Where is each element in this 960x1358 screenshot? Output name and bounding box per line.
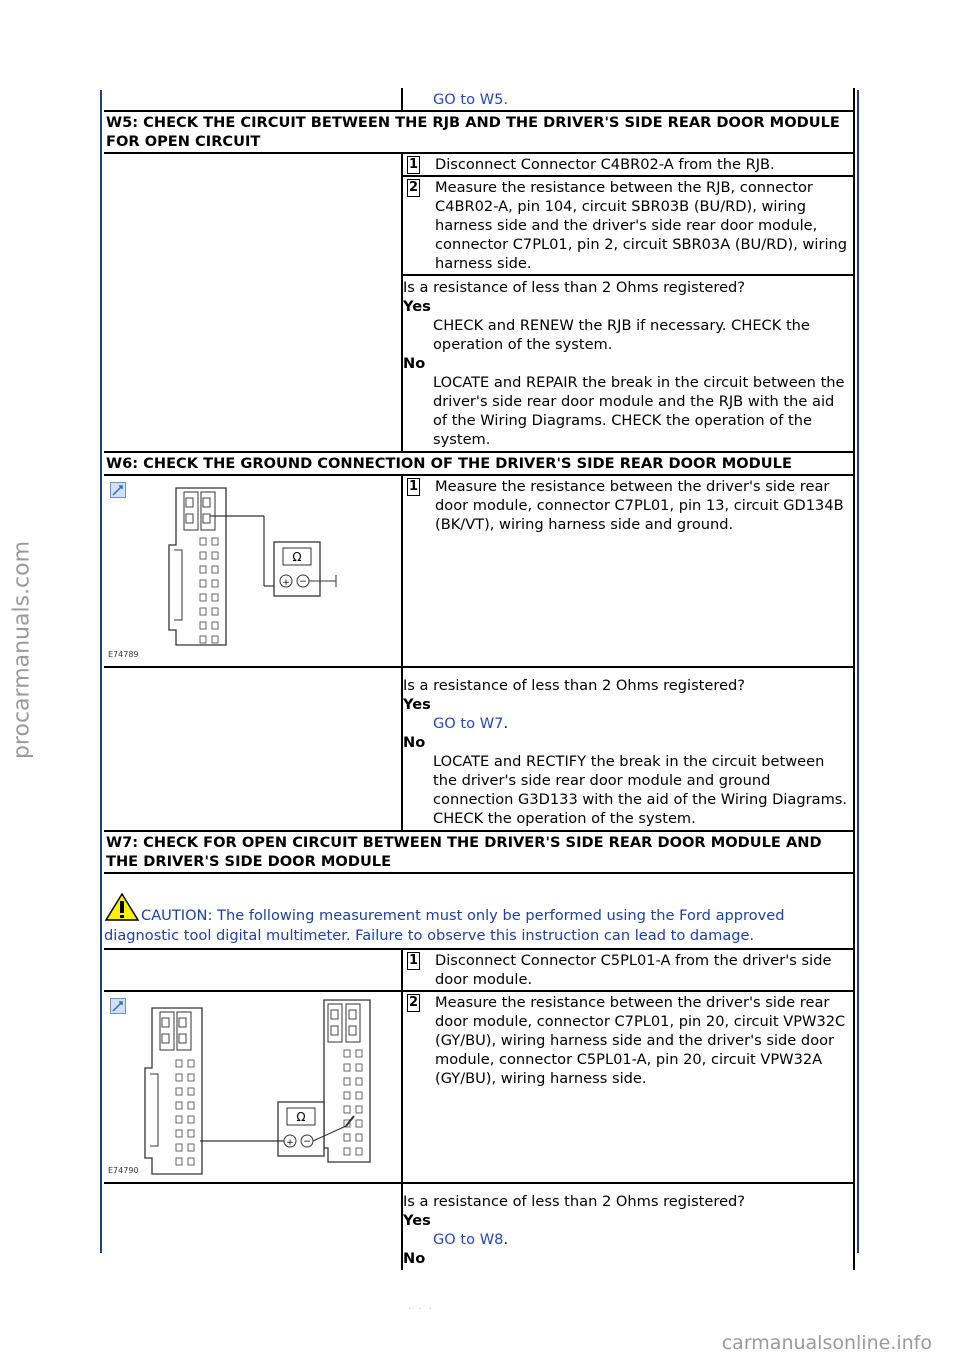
w7-step2-text: Measure the resistance between the driver's side rear door module, connector C7PL01, pin 20, circuit VPW32C (GY/BU), wiring harness side and the driver's side door module, connector C5PL01-A, pin 20, circuit VPW32A (GY/BU), wiring harness side. bbox=[435, 994, 846, 1087]
figure-label: E74790 bbox=[108, 1166, 139, 1175]
w6-no-label: No bbox=[403, 734, 426, 751]
w5-step1-text: Disconnect Connector C4BR02-A from the RJB. bbox=[435, 156, 775, 173]
w7-step1-cell bbox=[402, 949, 854, 991]
step-number: 2 bbox=[408, 180, 419, 195]
expand-icon[interactable] bbox=[110, 482, 126, 498]
w6-question-cell bbox=[402, 667, 854, 831]
diagnostic-table bbox=[104, 88, 855, 1270]
w6-step1-cell bbox=[402, 475, 854, 667]
w5-no-label: No bbox=[403, 355, 426, 372]
w7-step1-left bbox=[104, 949, 402, 991]
w7-question: Is a resistance of less than 2 Ohms registered? bbox=[403, 1193, 746, 1210]
ohm-meter-icon: Ω bbox=[296, 1110, 306, 1124]
w6-figure-cell bbox=[104, 475, 402, 667]
w6-title: W6: CHECK THE GROUND CONNECTION OF THE DRIVER'S SIDE REAR DOOR MODULE bbox=[104, 452, 854, 475]
goto-w7-link[interactable]: GO to W7 bbox=[433, 715, 504, 732]
w5-no-text: LOCATE and REPAIR the break in the circuit between the driver's side rear door module and the RJB with the aid of the Wiring Diagrams. CHECK the operation of the system. bbox=[433, 374, 845, 448]
w7-title: W7: CHECK FOR OPEN CIRCUIT BETWEEN THE DRIVER'S SIDE REAR DOOR MODULE AND THE DRIVER'S SIDE DOOR MODULE bbox=[104, 831, 854, 873]
connector-ground-diagram bbox=[164, 480, 424, 660]
w6-yes-suffix: . bbox=[503, 715, 509, 732]
step-number: 1 bbox=[408, 953, 419, 968]
w5-question: Is a resistance of less than 2 Ohms registered? bbox=[403, 279, 746, 296]
w6-step1-text: Measure the resistance between the driver's side rear door module, connector C7PL01, pin 13, circuit GD134B (BK/VT), wiring harness side and ground. bbox=[435, 478, 844, 533]
w5-image-cell bbox=[104, 153, 402, 452]
goto-w8-link[interactable]: GO to W8 bbox=[433, 1231, 504, 1248]
left-margin-rule bbox=[100, 90, 102, 1253]
side-watermark: procarmanuals.com bbox=[9, 540, 35, 760]
w5-step2-text: Measure the resistance between the RJB, connector C4BR02-A, pin 104, circuit SBR03B (BU/RD), wiring harness side and the driver's side rear door module, connector C7PL01, pin 2, circuit SBR03A (BU/RD), wiring harness side. bbox=[435, 179, 848, 272]
svg-text:+: + bbox=[282, 578, 290, 588]
bottom-watermark: carmanualsonline.info bbox=[721, 1332, 932, 1354]
w6-yes-label: Yes bbox=[403, 696, 431, 713]
w6-no-text: LOCATE and RECTIFY the break in the circuit between the driver's side rear door module and ground connection G3D133 with the aid of the Wiring Diagrams. CHECK the operation of the system. bbox=[433, 753, 848, 827]
step-number: 2 bbox=[408, 995, 419, 1010]
expand-icon[interactable] bbox=[110, 998, 126, 1014]
figure-label: E74789 bbox=[108, 650, 139, 659]
w7-no-label: No bbox=[403, 1250, 426, 1267]
connector-continuity-diagram bbox=[140, 998, 420, 1178]
w7-caution bbox=[104, 873, 854, 949]
w5-step2-cell bbox=[402, 176, 854, 275]
w6-empty-cell bbox=[104, 667, 402, 831]
warning-icon bbox=[104, 892, 140, 922]
right-margin-rule bbox=[857, 90, 859, 1253]
w7-empty-cell bbox=[104, 1183, 402, 1270]
ohm-meter-icon: Ω bbox=[292, 550, 302, 564]
w6-question: Is a resistance of less than 2 Ohms registered? bbox=[403, 677, 746, 694]
w7-caution-text: CAUTION: The following measurement must only be performed using the Ford approved diagnostic tool digital multimeter. Failure to observe this instruction can lead to damage. bbox=[104, 907, 785, 944]
step-number: 1 bbox=[408, 479, 419, 494]
w5-yes-text: CHECK and RENEW the RJB if necessary. CHECK the operation of the system. bbox=[433, 317, 810, 353]
top-goto-cell bbox=[402, 88, 854, 111]
w7-yes-suffix: . bbox=[503, 1231, 509, 1248]
svg-text:−: − bbox=[303, 1137, 311, 1147]
w5-question-cell bbox=[402, 275, 854, 452]
w5-yes-label: Yes bbox=[403, 298, 431, 315]
w7-figure-cell bbox=[104, 991, 402, 1183]
page-number-faint: · · · bbox=[408, 1304, 434, 1315]
w7-yes-label: Yes bbox=[403, 1212, 431, 1229]
top-left-cell bbox=[104, 88, 402, 111]
svg-text:+: + bbox=[286, 1138, 294, 1148]
w7-step2-cell bbox=[402, 991, 854, 1183]
w7-question-cell bbox=[402, 1183, 854, 1270]
w5-title: W5: CHECK THE CIRCUIT BETWEEN THE RJB AND THE DRIVER'S SIDE REAR DOOR MODULE FOR OPEN CIRCUIT bbox=[104, 111, 854, 153]
svg-text:−: − bbox=[299, 577, 307, 587]
w7-step1-text: Disconnect Connector C5PL01-A from the driver's side door module. bbox=[435, 952, 832, 988]
goto-w5-link[interactable]: GO to W5. bbox=[433, 91, 509, 108]
w5-step1-cell bbox=[402, 153, 854, 176]
step-number: 1 bbox=[408, 157, 419, 172]
